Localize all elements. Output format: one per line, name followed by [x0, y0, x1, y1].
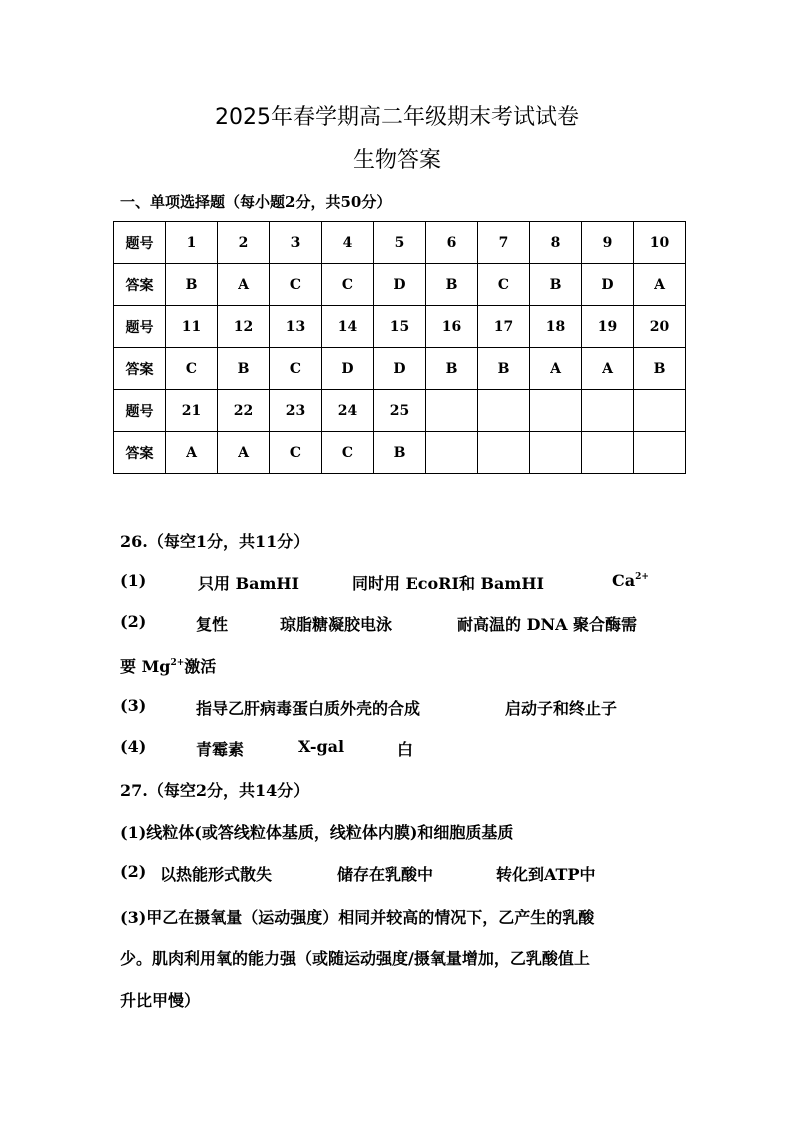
- table-cell: 2: [218, 222, 270, 264]
- table-cell: 20: [634, 306, 686, 348]
- table-cell: D: [374, 264, 426, 306]
- q27-line-4: 少。肌肉利用氧的能力强（或随运动强度/摄氧量增加，乙乳酸值上: [120, 949, 590, 968]
- table-cell: 24: [322, 390, 374, 432]
- table-row: [114, 390, 686, 432]
- table-cell: A: [582, 348, 634, 390]
- table-cell: 12: [218, 306, 270, 348]
- table-cell: [582, 432, 634, 474]
- table-cell: 10: [634, 222, 686, 264]
- document-subtitle: 生物答案: [352, 148, 441, 173]
- table-cell: D: [582, 264, 634, 306]
- table-cell: 21: [166, 390, 218, 432]
- table-cell: C: [322, 432, 374, 474]
- table-cell: 25: [374, 390, 426, 432]
- table-cell: [530, 432, 582, 474]
- table-cell: B: [218, 348, 270, 390]
- row-header-cell: 答案: [114, 432, 166, 474]
- table-cell: A: [166, 432, 218, 474]
- table-cell: 1: [166, 222, 218, 264]
- table-cell: C: [166, 348, 218, 390]
- row-header-cell: 题号: [114, 222, 166, 264]
- q27-line-1: (1)线粒体(或答线粒体基质，线粒体内膜)和细胞质基质: [120, 823, 514, 842]
- table-cell: A: [530, 348, 582, 390]
- table-row: [114, 432, 686, 474]
- table-cell: 7: [478, 222, 530, 264]
- row-header-cell: 答案: [114, 264, 166, 306]
- table-row: [114, 222, 686, 264]
- q27-2-answer-b: 储存在乳酸中: [337, 865, 434, 884]
- q27-line-5: 升比甲慢）: [120, 991, 201, 1010]
- table-cell: 9: [582, 222, 634, 264]
- q26-1-number: (1): [120, 571, 147, 590]
- table-cell: [426, 390, 478, 432]
- q26-3-number: (3): [120, 696, 147, 715]
- q26-1-answer-c: $Ca^{2+}$: [612, 571, 649, 590]
- table-cell: B: [374, 432, 426, 474]
- table-cell: 19: [582, 306, 634, 348]
- table-cell: A: [218, 432, 270, 474]
- table-cell: C: [270, 432, 322, 474]
- row-header-cell: 答案: [114, 348, 166, 390]
- q27-2-answer-c: 转化到ATP中: [496, 865, 596, 884]
- table-cell: D: [322, 348, 374, 390]
- table-cell: A: [218, 264, 270, 306]
- table-cell: [530, 390, 582, 432]
- q27-2-number: (2): [120, 862, 147, 881]
- table-cell: C: [270, 264, 322, 306]
- table-cell: 6: [426, 222, 478, 264]
- table-cell: [478, 432, 530, 474]
- q26-2-answer-c: 耐高温的 DNA 聚合酶需: [457, 615, 638, 634]
- q26-1-answer-a: 只用 BamHI: [198, 574, 299, 593]
- section-1-heading: 一、单项选择题（每小题2分，共50分）: [120, 193, 392, 211]
- answer-table: [113, 221, 686, 474]
- q26-2-answer-a: 复性: [196, 615, 229, 634]
- row-header-cell: 题号: [114, 306, 166, 348]
- q26-4-answer-b: X-gal: [298, 737, 345, 756]
- table-cell: [582, 390, 634, 432]
- table-cell: 23: [270, 390, 322, 432]
- table-cell: 4: [322, 222, 374, 264]
- table-cell: A: [634, 264, 686, 306]
- q26-4-answer-a: 青霉素: [196, 740, 245, 759]
- table-row: [114, 264, 686, 306]
- table-cell: 11: [166, 306, 218, 348]
- q26-3-answer-a: 指导乙肝病毒蛋白质外壳的合成: [196, 699, 421, 718]
- table-cell: 3: [270, 222, 322, 264]
- q26-3-answer-b: 启动子和终止子: [505, 699, 618, 718]
- q26-4-answer-c: 白: [397, 740, 414, 759]
- q26-2-number: (2): [120, 612, 147, 631]
- table-cell: 22: [218, 390, 270, 432]
- table-cell: [426, 432, 478, 474]
- table-cell: C: [322, 264, 374, 306]
- table-cell: 8: [530, 222, 582, 264]
- table-cell: B: [426, 264, 478, 306]
- table-cell: 5: [374, 222, 426, 264]
- table-cell: D: [374, 348, 426, 390]
- table-cell: [634, 432, 686, 474]
- q27-heading: 27.（每空2分，共14分）: [120, 781, 310, 800]
- table-cell: 17: [478, 306, 530, 348]
- q27-line-3: (3)甲乙在摄氧量（运动强度）相同并较高的情况下，乙产生的乳酸: [120, 908, 595, 927]
- q26-heading: 26.（每空1分，共11分）: [120, 532, 310, 551]
- q26-2-answer-b: 琼脂糖凝胶电泳: [280, 615, 393, 634]
- document-title: 2025年春学期高二年级期末考试试卷: [215, 105, 579, 130]
- q26-2-answer-c-cont: 要 $Mg^{2+}$激活: [120, 657, 217, 676]
- q26-4-number: (4): [120, 737, 147, 756]
- table-row: [114, 348, 686, 390]
- table-cell: C: [478, 264, 530, 306]
- table-cell: [478, 390, 530, 432]
- table-cell: 13: [270, 306, 322, 348]
- table-cell: 15: [374, 306, 426, 348]
- table-cell: [634, 390, 686, 432]
- table-cell: C: [270, 348, 322, 390]
- table-cell: B: [634, 348, 686, 390]
- table-cell: 14: [322, 306, 374, 348]
- table-cell: 18: [530, 306, 582, 348]
- table-cell: 16: [426, 306, 478, 348]
- table-cell: B: [478, 348, 530, 390]
- table-cell: B: [166, 264, 218, 306]
- q26-1-answer-b: 同时用 EcoRI和 BamHI: [352, 574, 544, 593]
- q27-2-answer-a: 以热能形式散失: [160, 865, 273, 884]
- table-cell: B: [426, 348, 478, 390]
- table-row: [114, 306, 686, 348]
- row-header-cell: 题号: [114, 390, 166, 432]
- table-cell: B: [530, 264, 582, 306]
